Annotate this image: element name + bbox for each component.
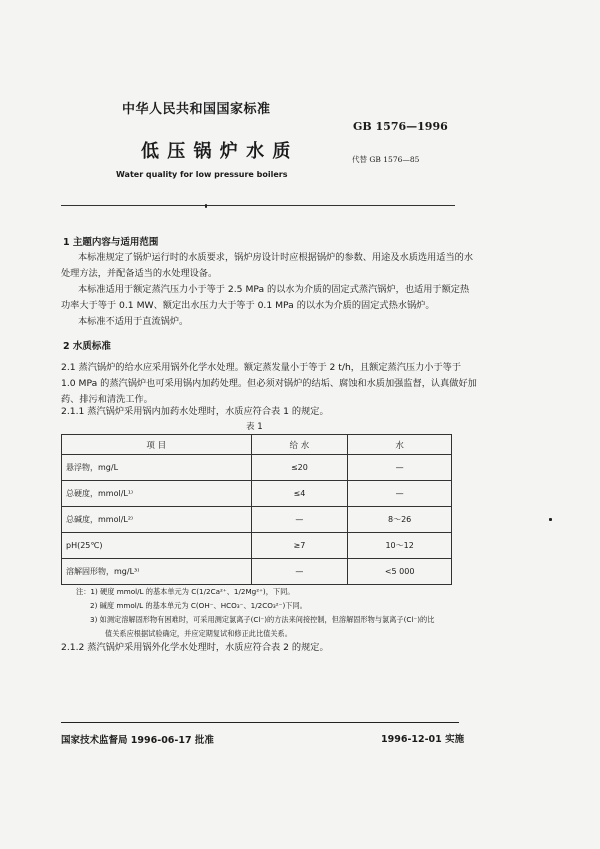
clause-2-1-line-3: 药、排污和清洗工作。 — [61, 394, 153, 405]
clause-2-1-line-2: 1.0 MPa 的蒸汽锅炉也可采用锅内加药处理。但必须对锅炉的结垢、腐蚀和水质加强监督，认真做好加 — [61, 378, 477, 389]
table-cell-feedwater: — — [251, 507, 348, 533]
table-note-2: 2) 碱度 mmol/L 的基本单元为 C(OH⁻、HCO₃⁻、1/2CO₃²⁻)下同。 — [90, 601, 307, 610]
table-cell-boiler-water: 10～12 — [348, 533, 452, 559]
table-row — [62, 533, 452, 559]
table-caption: 表 1 — [246, 422, 263, 432]
national-standard-title: 中华人民共和国国家标准 — [122, 102, 271, 117]
header-rule — [61, 205, 455, 206]
table-row — [62, 507, 452, 533]
table-row — [62, 455, 452, 481]
table-cell-feedwater: — — [251, 559, 348, 585]
section-1-para-3: 本标准不适用于直流锅炉。 — [78, 316, 189, 327]
table-cell-item: pH(25℃) — [62, 533, 252, 559]
effective-date: 1996-12-01 实施 — [381, 734, 465, 745]
table-cell-item: 总碱度，mmol/L²⁾ — [62, 507, 252, 533]
table-note-3: 3) 如测定溶解固形物有困难时，可采用测定氯离子(Cl⁻)的方法来间接控制，但溶解固形物与氯离子(Cl⁻)的比 — [90, 615, 435, 624]
section-1-para-1-line-1: 本标准规定了锅炉运行时的水质要求，锅炉房设计时应根据锅炉的参数、用途及水质选用适当的水 — [78, 252, 474, 263]
section-1-heading: 1 主题内容与适用范围 — [63, 237, 159, 248]
clause-2-1-2: 2.1.2 蒸汽锅炉采用锅外化学水处理时，水质应符合表 2 的规定。 — [61, 642, 329, 653]
replaces-standard: 代替 GB 1576—85 — [352, 155, 420, 164]
english-title: Water quality for low pressure boilers — [116, 170, 288, 179]
table-header-feedwater: 给 水 — [251, 435, 348, 455]
table-cell-feedwater: ≤20 — [251, 455, 348, 481]
table-cell-item: 总硬度，mmol/L¹⁾ — [62, 481, 252, 507]
clause-2-1-line-1: 2.1 蒸汽锅炉的给水应采用锅外化学水处理。额定蒸发量小于等于 2 t/h，且额定蒸汽压力小于等于 — [61, 362, 462, 373]
scan-artifact-2 — [549, 518, 552, 521]
table-cell-boiler-water: — — [348, 455, 452, 481]
water-quality-table — [61, 434, 452, 585]
table-cell-item: 悬浮物，mg/L — [62, 455, 252, 481]
table-cell-boiler-water: 8～26 — [348, 507, 452, 533]
table-row — [62, 481, 452, 507]
section-2-heading: 2 水质标准 — [63, 341, 111, 352]
section-1-para-2-line-2: 功率大于等于 0.1 MW、额定出水压力大于等于 0.1 MPa 的以水为介质的固定式热水锅炉。 — [61, 300, 435, 311]
table-cell-feedwater: ≥7 — [251, 533, 348, 559]
section-1-para-1-line-2: 处理方法，并配备适当的水处理设备。 — [61, 268, 218, 279]
table-cell-boiler-water: — — [348, 481, 452, 507]
section-1-para-2-line-1: 本标准适用于额定蒸汽压力小于等于 2.5 MPa 的以水为介质的固定式蒸汽锅炉，也适用于额定热 — [78, 284, 470, 295]
scan-artifact-1 — [205, 204, 207, 208]
table-header-item: 项 目 — [62, 435, 252, 455]
table-note-3-cont: 值关系应根据试验确定，并应定期复试和修正此比值关系。 — [105, 629, 292, 638]
footer-rule — [61, 722, 459, 723]
approval-issuer: 国家技术监督局 1996-06-17 批准 — [61, 735, 214, 746]
clause-2-1-1: 2.1.1 蒸汽锅炉采用锅内加药水处理时，水质应符合表 1 的规定。 — [61, 406, 329, 417]
table-cell-boiler-water: <5 000 — [348, 559, 452, 585]
table-row — [62, 559, 452, 585]
table-cell-feedwater: ≤4 — [251, 481, 348, 507]
table-cell-item: 溶解固形物，mg/L³⁾ — [62, 559, 252, 585]
document-title: 低 压 锅 炉 水 质 — [141, 141, 292, 162]
table-header-row — [62, 435, 452, 455]
table-header-boiler-water: 水 — [348, 435, 452, 455]
table-note-1: 注：1) 硬度 mmol/L 的基本单元为 C(1/2Ca²⁺、1/2Mg²⁺)，下同。 — [76, 587, 295, 596]
standard-number: GB 1576—1996 — [353, 120, 448, 133]
